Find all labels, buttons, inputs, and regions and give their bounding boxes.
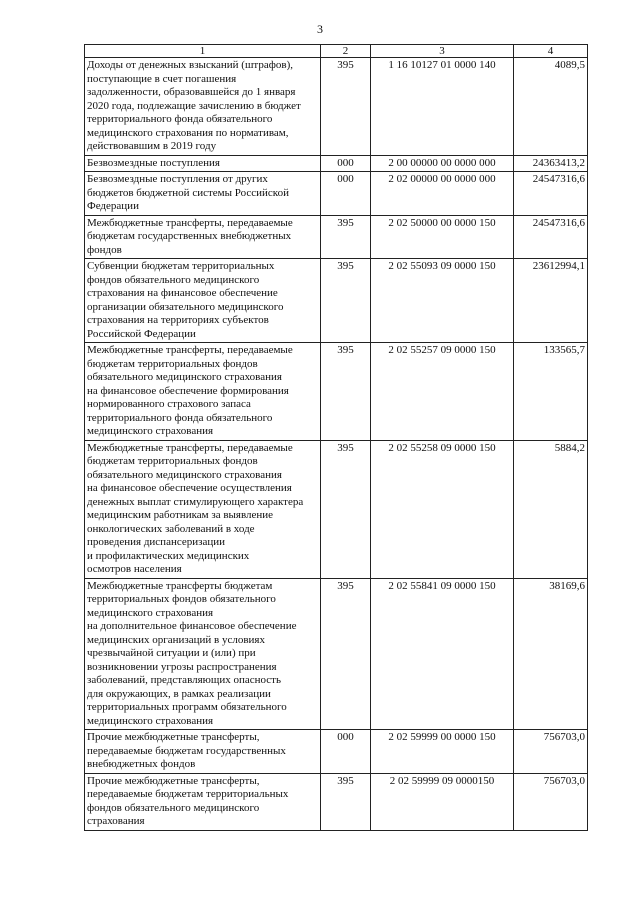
row-admin-code: 395 xyxy=(321,58,371,156)
row-admin-code: 000 xyxy=(321,172,371,216)
row-admin-code: 395 xyxy=(321,215,371,259)
row-name: Безвозмездные поступления xyxy=(85,155,321,172)
row-amount: 756703,0 xyxy=(514,730,588,774)
table-row xyxy=(85,259,588,343)
table-row xyxy=(85,155,588,172)
row-budget-code: 2 02 55841 09 0000 150 xyxy=(371,578,514,730)
column-header-4: 4 xyxy=(514,45,588,58)
row-name: Межбюджетные трансферты, передаваемые бюджетам территориальных фондов обязательного медицинского страхования на финансовое обеспечение формирования нормированного страхового запаса территориального фонда обязательного медицинского страхования xyxy=(85,343,321,441)
row-amount: 756703,0 xyxy=(514,773,588,830)
row-name: Межбюджетные трансферты бюджетам территориальных фондов обязательного медицинского страхования на дополнительное финансовое обеспечение медицинских организаций в условиях чрезвычайной ситуации и (или) при возникновении угрозы распространения заболеваний, представляющих опасность для окружающих, в рамках реализации территориальных программ обязательного медицинского страхования xyxy=(85,578,321,730)
column-header-3: 3 xyxy=(371,45,514,58)
page-number: 3 xyxy=(317,22,323,36)
row-budget-code: 2 02 59999 00 0000 150 xyxy=(371,730,514,774)
row-name: Доходы от денежных взысканий (штрафов), поступающие в счет погашения задолженности, образовавшейся до 1 января 2020 года, подлежащие зачислению в бюджет территориального фонда обязательного медицинского страхования по нормативам, действовавшим в 2019 году xyxy=(85,58,321,156)
row-admin-code: 395 xyxy=(321,440,371,578)
row-budget-code: 2 02 55258 09 0000 150 xyxy=(371,440,514,578)
row-admin-code: 000 xyxy=(321,155,371,172)
row-amount: 133565,7 xyxy=(514,343,588,441)
table-row xyxy=(85,172,588,216)
row-budget-code: 2 02 50000 00 0000 150 xyxy=(371,215,514,259)
column-number-row xyxy=(85,45,588,58)
table-row xyxy=(85,578,588,730)
row-budget-code: 2 00 00000 00 0000 000 xyxy=(371,155,514,172)
table-row xyxy=(85,343,588,441)
column-header-1: 1 xyxy=(85,45,321,58)
row-name: Межбюджетные трансферты, передаваемые бюджетам государственных внебюджетных фондов xyxy=(85,215,321,259)
table-row xyxy=(85,730,588,774)
row-amount: 24363413,2 xyxy=(514,155,588,172)
row-admin-code: 395 xyxy=(321,343,371,441)
row-admin-code: 000 xyxy=(321,730,371,774)
row-amount: 23612994,1 xyxy=(514,259,588,343)
table-row xyxy=(85,440,588,578)
row-admin-code: 395 xyxy=(321,578,371,730)
row-name: Прочие межбюджетные трансферты, передаваемые бюджетам государственных внебюджетных фондов xyxy=(85,730,321,774)
row-amount: 24547316,6 xyxy=(514,172,588,216)
row-budget-code: 2 02 55257 09 0000 150 xyxy=(371,343,514,441)
row-amount: 4089,5 xyxy=(514,58,588,156)
table-row xyxy=(85,215,588,259)
column-header-2: 2 xyxy=(321,45,371,58)
row-budget-code: 2 02 59999 09 0000150 xyxy=(371,773,514,830)
row-budget-code: 1 16 10127 01 0000 140 xyxy=(371,58,514,156)
row-name: Прочие межбюджетные трансферты, передаваемые бюджетам территориальных фондов обязательного медицинского страхования xyxy=(85,773,321,830)
row-amount: 38169,6 xyxy=(514,578,588,730)
row-budget-code: 2 02 55093 09 0000 150 xyxy=(371,259,514,343)
row-name: Безвозмездные поступления от других бюджетов бюджетной системы Российской Федерации xyxy=(85,172,321,216)
table-row xyxy=(85,58,588,156)
row-name: Субвенции бюджетам территориальных фондов обязательного медицинского страхования на финансовое обеспечение организации обязательного медицинского страхования на территориях субъектов Российской Федерации xyxy=(85,259,321,343)
table-row xyxy=(85,773,588,830)
row-amount: 5884,2 xyxy=(514,440,588,578)
row-admin-code: 395 xyxy=(321,773,371,830)
row-admin-code: 395 xyxy=(321,259,371,343)
revenue-table xyxy=(84,44,588,831)
row-budget-code: 2 02 00000 00 0000 000 xyxy=(371,172,514,216)
row-amount: 24547316,6 xyxy=(514,215,588,259)
row-name: Межбюджетные трансферты, передаваемые бюджетам территориальных фондов обязательного медицинского страхования на финансовое обеспечение осуществления денежных выплат стимулирующего характера медицинским работникам за выявление онкологических заболеваний в ходе проведения диспансеризации и профилактических медицинских осмотров населения xyxy=(85,440,321,578)
